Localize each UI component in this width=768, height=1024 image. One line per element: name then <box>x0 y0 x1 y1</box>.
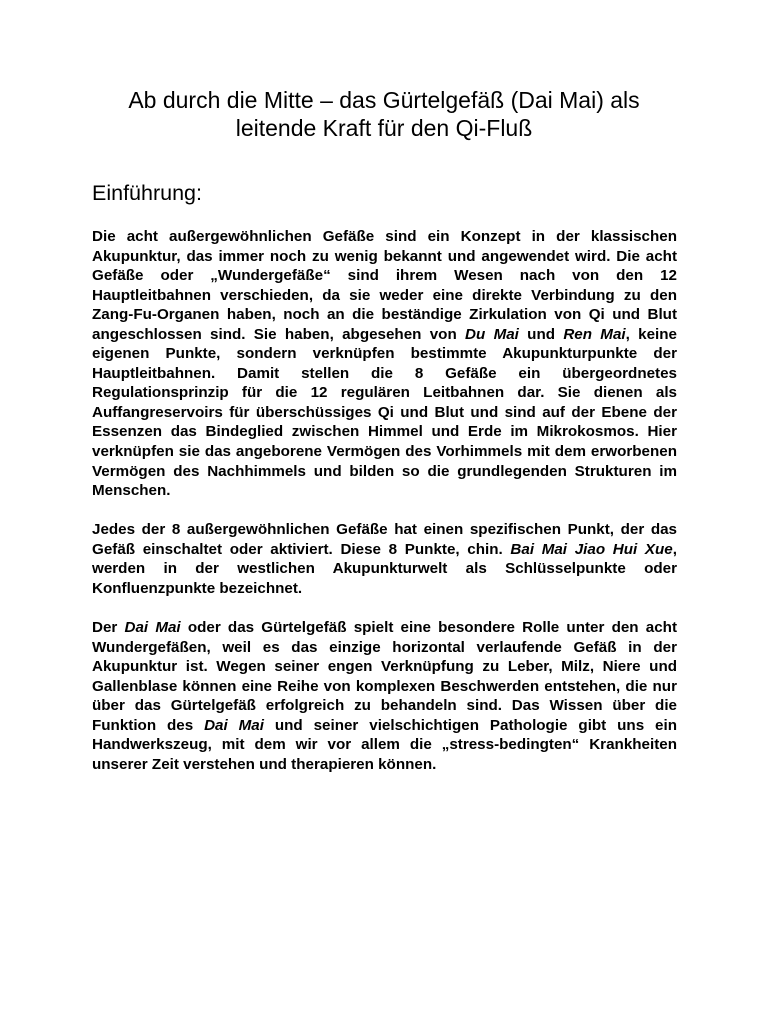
paragraph-2-text-1: Jedes der 8 außergewöhnlichen Gefäße hat einen spezifischen Punkt, der das Gefäß einschaltet oder aktiviert. Diese 8 Punkte, chin. <box>92 521 677 558</box>
paragraph-3-text-3: und seiner vielschichtigen Pathologie gibt uns ein Handwerkszeug, mit dem wir vor allem die „stress-bedingten“ Krankheiten unserer Zeit verstehen und therapieren können. <box>92 716 677 773</box>
paragraph-3 <box>92 618 677 774</box>
paragraph-3-text-1: Der <box>92 619 125 636</box>
paragraph-3-italic-2: Dai Mai <box>204 716 264 734</box>
paragraph-3-text-2: oder das Gürtelgefäß spielt eine besondere Rolle unter den acht Wundergefäßen, weil es das einzige horizontal verlaufende Gefäß in der Akupunktur ist. Wegen seiner engen Verknüpfung zu Leber, Milz, Niere und Gallenblase können eine Reihe von komplexen Beschwerden entstehen, die nur über das Gürtelgefäß erfolgreich zu behandeln sind. Das Wissen über die Funktion des <box>92 619 678 734</box>
page-title <box>60 86 708 142</box>
paragraph-2-text-2: , werden in der westlichen Akupunkturwelt als Schlüsselpunkte oder Konfluenzpunkte bezeichnet. <box>92 540 677 597</box>
paragraph-1-text-1: Die acht außergewöhnlichen Gefäße sind ein Konzept in der klassischen Akupunktur, das immer noch zu wenig bekannt und angewendet wird. Die acht Gefäße oder „Wundergefäße“ sind ihrem Wesen nach von den 12 Hauptleitbahnen verschieden, da sie weder eine direkte Verbindung zu den Zang-Fu-Organen haben, noch an die beständige Zirkulation von Qi und Blut angeschlossen sind. Sie haben, abgesehen von <box>92 228 677 343</box>
paragraph-2-italic-1: Bai Mai Jiao Hui Xue <box>510 540 673 558</box>
paragraph-1-text-3: , keine eigenen Punkte, sondern verknüpfen bestimmte Akupunkturpunkte der Hauptleitbahnen. Damit stellen die 8 Gefäße ein übergeordnetes Regulationsprinzip für die 12 regulären Leitbahnen dar. Sie dienen als Auffangreservoirs für überschüssiges Qi und Blut und sind auf der Ebene der Essenzen das Bindeglied zwischen Himmel und Erde im Mikrokosmos. Hier verknüpfen sie das angeborene Vermögen des Vorhimmels mit dem erworbenen Vermögen des Nachhimmels und bilden so die grundlegenden Strukturen im Menschen. <box>92 325 677 500</box>
paragraph-2 <box>92 520 677 598</box>
section-heading: Einführung: <box>92 181 202 205</box>
paragraph-1 <box>92 227 677 501</box>
title-line-1: Ab durch die Mitte – das Gürtelgefäß (Dai Mai) als <box>128 87 640 113</box>
paragraph-1-text-2: und <box>518 325 564 343</box>
paragraph-3-italic-1: Dai Mai <box>124 619 181 636</box>
title-line-2: leitende Kraft für den Qi-Fluß <box>235 115 533 141</box>
paragraph-1-italic-1: Du Mai <box>465 325 519 343</box>
paragraph-1-italic-2: Ren Mai <box>563 325 626 343</box>
